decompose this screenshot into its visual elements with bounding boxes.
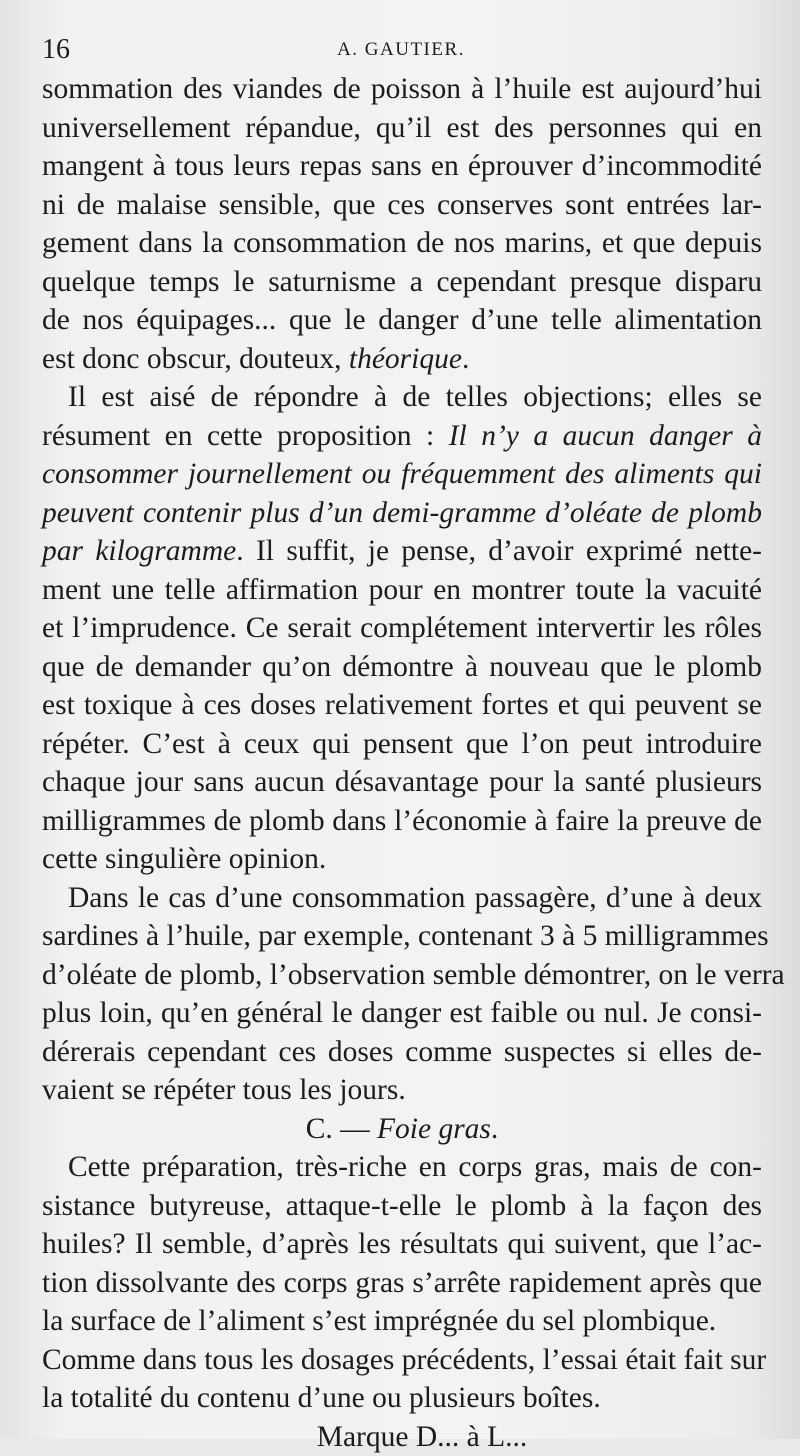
text-line (42, 686, 762, 725)
text-segment: dérerais cependant ces doses comme suspectes si elles de- (42, 1036, 762, 1068)
text-segment: est toxique à ces doses relativement fortes et qui peuvent se (42, 689, 762, 721)
text-segment: universellement répandue, qu’il est des personnes qui en (42, 112, 762, 144)
text-segment: cette singulière opinion. (42, 843, 326, 875)
text-segment: répéter. C’est à ceux qui pensent que l’on peut introduire (42, 728, 762, 760)
text-segment: ment une telle affirmation pour en montrer toute la vacuité (42, 574, 762, 606)
text-line (42, 725, 762, 764)
page-header (42, 30, 760, 70)
text-line (42, 1033, 762, 1072)
italic-segment: consommer journellement ou fréquemment des aliments qui (42, 458, 762, 490)
italic-segment: théorique (349, 343, 462, 375)
text-line (42, 994, 762, 1033)
text-segment: que de demander qu’on démontre à nouveau que le plomb (42, 651, 762, 683)
running-head: A. GAUTIER. (42, 30, 760, 70)
text-line (42, 340, 762, 379)
text-segment: tion dissolvante des corps gras s’arrête rapidement après que (42, 1267, 762, 1299)
text-line (42, 532, 762, 571)
text-segment: . (462, 343, 469, 375)
text-segment: Dans le cas d’une consommation passagère, d’une à deux (68, 882, 762, 914)
text-segment: et l’imprudence. Ce serait complétement intervertir les rôles (42, 612, 762, 644)
text-segment: mangent à tous leurs repas sans en éprouver d’incommodité (42, 150, 762, 182)
text-line (42, 1341, 762, 1380)
text-segment: huiles? Il semble, d’après les résultats qui suivent, que l’ac- (42, 1228, 762, 1260)
text-segment: gement dans la consommation de nos marins, et que depuis (42, 227, 762, 259)
text-line (42, 648, 762, 687)
text-line (42, 70, 762, 109)
text-line (42, 1418, 762, 1456)
text-segment: vaient se répéter tous les jours. (42, 1074, 406, 1106)
text-line (42, 263, 762, 302)
text-line (42, 378, 762, 417)
text-line (42, 417, 762, 456)
text-segment: sommation des viandes de poisson à l’huile est aujourd’hui (42, 73, 762, 105)
text-line (42, 1302, 762, 1341)
text-line (42, 1225, 762, 1264)
text-line (42, 609, 762, 648)
text-segment: plus loin, qu’en général le danger est faible ou nul. Je consi- (42, 997, 762, 1029)
text-segment: quelque temps le saturnisme a cependant presque disparu (42, 266, 762, 298)
text-line (42, 455, 762, 494)
body-text (42, 70, 762, 1456)
text-line (42, 1110, 762, 1149)
text-segment: Cette préparation, très-riche en corps gras, mais de con- (68, 1151, 762, 1183)
text-line (42, 956, 762, 995)
text-segment: la totalité du contenu d’une ou plusieurs boîtes. (42, 1382, 601, 1414)
text-segment: Il est aisé de répondre à de telles objections; elles se (68, 381, 762, 413)
text-line (42, 840, 762, 879)
text-line (42, 1071, 762, 1110)
text-line (42, 186, 762, 225)
text-line (42, 1264, 762, 1303)
text-segment: chaque jour sans aucun désavantage pour la santé plusieurs (42, 766, 762, 798)
text-segment: Marque D... à L... (317, 1421, 528, 1453)
page-number: 16 (42, 30, 70, 70)
text-line (42, 494, 762, 533)
italic-segment: par kilogramme (42, 535, 236, 567)
italic-segment: Foie gras (377, 1113, 491, 1145)
text-segment: sardines à l’huile, par exemple, contenant 3 à 5 milligrammes (42, 920, 769, 952)
text-line (42, 301, 762, 340)
text-segment: ni de malaise sensible, que ces conserves sont entrées lar- (42, 189, 762, 221)
text-segment: est donc obscur, douteux, (42, 343, 349, 375)
italic-segment: peuvent contenir plus d’un demi-gramme d’oléate de plomb (42, 497, 762, 529)
text-line (42, 917, 762, 956)
text-segment: de nos équipages... que le danger d’une telle alimentation (42, 304, 762, 336)
text-line (42, 1187, 762, 1226)
italic-segment: Il n’y a aucun danger à (449, 420, 762, 452)
text-segment: C. — (306, 1113, 377, 1145)
text-line (42, 109, 762, 148)
text-segment: la surface de l’aliment s’est imprégnée du sel plombique. (42, 1305, 716, 1337)
text-segment: . Il suffit, je pense, d’avoir exprimé nette- (236, 535, 762, 567)
text-line (42, 224, 762, 263)
text-segment: sistance butyreuse, attaque-t-elle le plomb à la façon des (42, 1190, 762, 1222)
text-segment: milligrammes de plomb dans l’économie à faire la preuve de (42, 805, 762, 837)
text-line (42, 571, 762, 610)
text-segment: Comme dans tous les dosages précédents, l’essai était fait sur (42, 1344, 766, 1376)
text-line (42, 1148, 762, 1187)
text-segment: d’oléate de plomb, l’observation semble démontrer, on le verra (42, 959, 785, 991)
text-line (42, 802, 762, 841)
text-segment: . (491, 1113, 498, 1145)
text-line (42, 879, 762, 918)
text-segment: résument en cette proposition : (42, 420, 449, 452)
text-line (42, 147, 762, 186)
text-line (42, 763, 762, 802)
text-line (42, 1379, 762, 1418)
